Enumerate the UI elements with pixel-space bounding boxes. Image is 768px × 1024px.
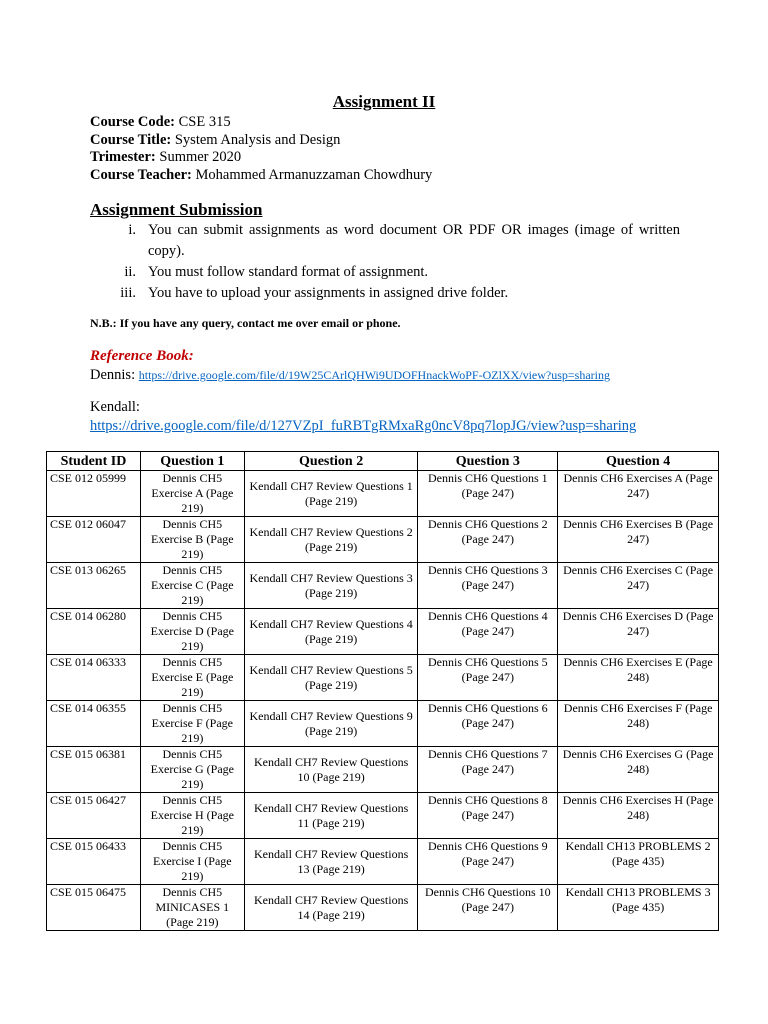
list-item <box>90 220 680 262</box>
question-1-cell: Dennis CH5 Exercise F (Page 219) <box>140 701 244 747</box>
question-4-cell: Kendall CH13 PROBLEMS 3 (Page 435) <box>558 885 719 931</box>
submission-heading: Assignment Submission <box>90 200 263 219</box>
question-2-cell: Kendall CH7 Review Questions 10 (Page 219) <box>244 747 418 793</box>
question-2-cell: Kendall CH7 Review Questions 9 (Page 219) <box>244 701 418 747</box>
list-number: iii. <box>120 285 136 301</box>
question-3-cell: Dennis CH6 Questions 8 (Page 247) <box>418 793 558 839</box>
header-question-4: Question 4 <box>558 452 719 471</box>
course-code-value: CSE 315 <box>178 114 231 130</box>
table-row <box>47 701 719 747</box>
question-4-cell: Dennis CH6 Exercises E (Page 248) <box>558 655 719 701</box>
question-1-cell: Dennis CH5 MINICASES 1 (Page 219) <box>140 885 244 931</box>
course-teacher-line <box>90 167 432 185</box>
question-4-cell: Dennis CH6 Exercises B (Page 247) <box>558 517 719 563</box>
page-title: Assignment II <box>332 92 436 111</box>
table-row <box>47 517 719 563</box>
list-text: You can submit assignments as word document OR PDF OR images (image of written copy). <box>148 222 680 259</box>
list-text: You have to upload your assignments in assigned drive folder. <box>148 285 509 301</box>
question-4-cell: Dennis CH6 Exercises G (Page 248) <box>558 747 719 793</box>
course-title-value: System Analysis and Design <box>174 131 341 148</box>
question-2-cell: Kendall CH7 Review Questions 2 (Page 219) <box>244 517 418 563</box>
submission-rules <box>90 220 680 304</box>
list-text: You must follow standard format of assignment. <box>148 264 429 280</box>
table-row <box>47 885 719 931</box>
table-header-row <box>47 452 719 471</box>
list-number: ii. <box>124 264 136 280</box>
dennis-label: Dennis: <box>90 367 139 383</box>
question-3-cell: Dennis CH6 Questions 1 (Page 247) <box>418 471 558 517</box>
question-1-cell: Dennis CH5 Exercise I (Page 219) <box>140 839 244 885</box>
question-1-cell: Dennis CH5 Exercise B (Page 219) <box>140 517 244 563</box>
table-row <box>47 563 719 609</box>
course-code-label: Course Code: <box>90 114 175 130</box>
question-2-cell: Kendall CH7 Review Questions 5 (Page 219) <box>244 655 418 701</box>
question-1-cell: Dennis CH5 Exercise E (Page 219) <box>140 655 244 701</box>
course-teacher-value: Mohammed Armanuzzaman Chowdhury <box>195 166 433 183</box>
student-id-cell: CSE 014 06333 <box>47 655 141 701</box>
student-id-cell: CSE 015 06381 <box>47 747 141 793</box>
question-1-cell: Dennis CH5 Exercise H (Page 219) <box>140 793 244 839</box>
question-3-cell: Dennis CH6 Questions 4 (Page 247) <box>418 609 558 655</box>
header-question-1: Question 1 <box>140 452 244 471</box>
question-3-cell: Dennis CH6 Questions 5 (Page 247) <box>418 655 558 701</box>
question-4-cell: Dennis CH6 Exercises A (Page 247) <box>558 471 719 517</box>
table-row <box>47 747 719 793</box>
question-2-cell: Kendall CH7 Review Questions 13 (Page 219) <box>244 839 418 885</box>
student-id-cell: CSE 014 06280 <box>47 609 141 655</box>
question-4-cell: Dennis CH6 Exercises D (Page 247) <box>558 609 719 655</box>
question-1-cell: Dennis CH5 Exercise C (Page 219) <box>140 563 244 609</box>
kendall-link[interactable]: https://drive.google.com/file/d/127VZpI_fuRBTgRMxaRg0ncV8pq7lopJG/view?usp=sharing <box>90 418 637 434</box>
reference-heading: Reference Book: <box>90 348 194 364</box>
list-item <box>90 262 680 283</box>
list-item <box>90 283 680 304</box>
assignment-table <box>46 451 719 931</box>
student-id-cell: CSE 014 06355 <box>47 701 141 747</box>
trimester-value: Summer 2020 <box>159 149 242 165</box>
student-id-cell: CSE 015 06427 <box>47 793 141 839</box>
question-1-cell: Dennis CH5 Exercise D (Page 219) <box>140 609 244 655</box>
student-id-cell: CSE 012 05999 <box>47 471 141 517</box>
course-title-label: Course Title: <box>90 131 172 148</box>
question-4-cell: Dennis CH6 Exercises C (Page 247) <box>558 563 719 609</box>
question-1-cell: Dennis CH5 Exercise G (Page 219) <box>140 747 244 793</box>
header-student-id: Student ID <box>47 452 141 471</box>
student-id-cell: CSE 015 06475 <box>47 885 141 931</box>
course-title-line <box>90 132 432 150</box>
table-row <box>47 655 719 701</box>
question-3-cell: Dennis CH6 Questions 3 (Page 247) <box>418 563 558 609</box>
header-question-3: Question 3 <box>418 452 558 471</box>
dennis-reference <box>90 367 610 384</box>
question-4-cell: Dennis CH6 Exercises F (Page 248) <box>558 701 719 747</box>
table-row <box>47 839 719 885</box>
question-3-cell: Dennis CH6 Questions 9 (Page 247) <box>418 839 558 885</box>
table-row <box>47 609 719 655</box>
question-1-cell: Dennis CH5 Exercise A (Page 219) <box>140 471 244 517</box>
course-code-line <box>90 114 432 132</box>
question-3-cell: Dennis CH6 Questions 7 (Page 247) <box>418 747 558 793</box>
dennis-link[interactable]: https://drive.google.com/file/d/19W25CArlQHWi9UDOFHnackWoPF-OZlXX/view?usp=sharing <box>138 368 610 382</box>
question-4-cell: Dennis CH6 Exercises H (Page 248) <box>558 793 719 839</box>
nb-note: N.B.: If you have any query, contact me over email or phone. <box>90 316 401 330</box>
question-3-cell: Dennis CH6 Questions 10 (Page 247) <box>418 885 558 931</box>
question-2-cell: Kendall CH7 Review Questions 14 (Page 219) <box>244 885 418 931</box>
question-2-cell: Kendall CH7 Review Questions 11 (Page 219) <box>244 793 418 839</box>
table-row <box>47 471 719 517</box>
course-info <box>90 114 432 184</box>
question-3-cell: Dennis CH6 Questions 2 (Page 247) <box>418 517 558 563</box>
question-4-cell: Kendall CH13 PROBLEMS 2 (Page 435) <box>558 839 719 885</box>
student-id-cell: CSE 015 06433 <box>47 839 141 885</box>
student-id-cell: CSE 013 06265 <box>47 563 141 609</box>
question-2-cell: Kendall CH7 Review Questions 4 (Page 219) <box>244 609 418 655</box>
course-teacher-label: Course Teacher: <box>90 166 192 183</box>
list-number: i. <box>128 222 136 238</box>
kendall-label: Kendall: <box>90 399 140 415</box>
question-2-cell: Kendall CH7 Review Questions 1 (Page 219) <box>244 471 418 517</box>
header-question-2: Question 2 <box>244 452 418 471</box>
table-row <box>47 793 719 839</box>
trimester-line <box>90 149 432 167</box>
question-2-cell: Kendall CH7 Review Questions 3 (Page 219) <box>244 563 418 609</box>
question-3-cell: Dennis CH6 Questions 6 (Page 247) <box>418 701 558 747</box>
trimester-label: Trimester: <box>90 149 156 165</box>
student-id-cell: CSE 012 06047 <box>47 517 141 563</box>
